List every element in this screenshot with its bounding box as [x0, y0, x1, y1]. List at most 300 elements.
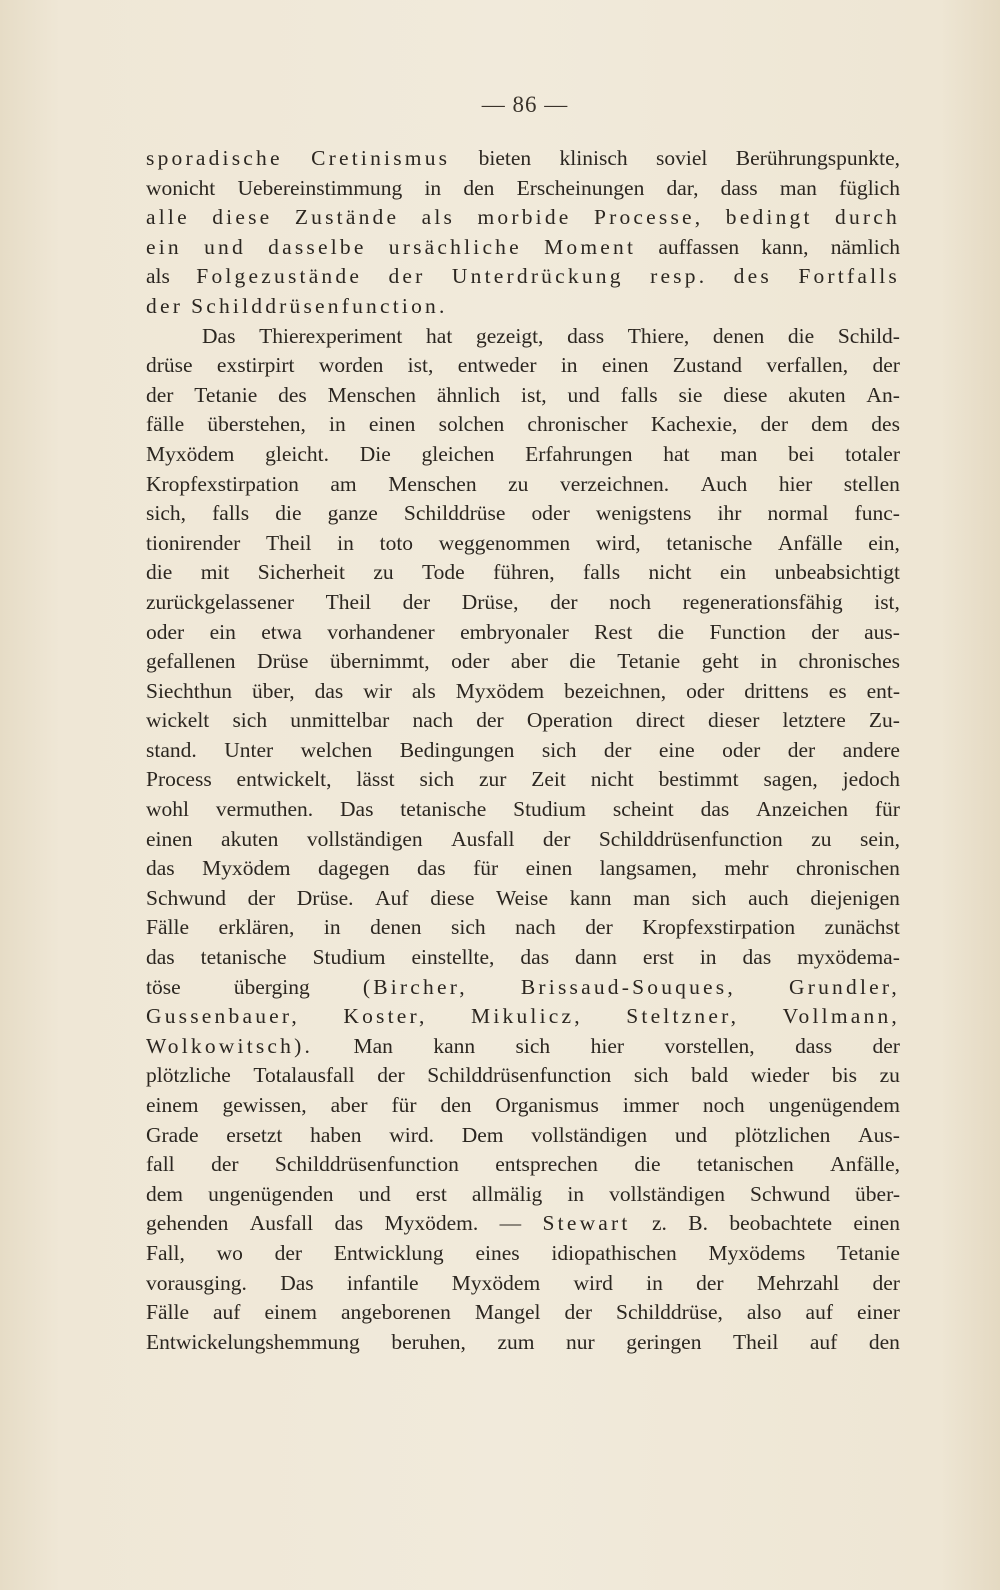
word: Theil [732, 1329, 779, 1354]
text-line [146, 322, 900, 352]
emphasized-word: alle [146, 205, 190, 230]
word: das [520, 945, 550, 970]
word: Unter [224, 737, 274, 762]
emphasized-word: Grundler, [789, 974, 900, 999]
word: dar, [666, 175, 699, 200]
word: füglich [839, 175, 900, 200]
word: ent- [866, 678, 900, 703]
text-line [146, 795, 900, 825]
word: Schwund [749, 1181, 831, 1206]
word: einen [601, 353, 649, 378]
word: bei [788, 441, 815, 466]
word: B. [688, 1211, 708, 1236]
text-line [146, 144, 900, 174]
word: vorstellen, [664, 1033, 755, 1058]
word: sie [678, 382, 703, 407]
word: Schilddrüsenfunction [598, 826, 783, 851]
word: sich [633, 1063, 669, 1088]
word: welchen [300, 737, 373, 762]
word: also [746, 1300, 782, 1325]
text-line [146, 499, 900, 529]
word: denen [370, 915, 422, 940]
emphasized-word: bedingt [725, 205, 813, 230]
word: ersetzt [226, 1122, 283, 1147]
word: über, [251, 678, 295, 703]
word: oder [146, 619, 185, 644]
emphasized-word: Schilddrüsenfunction. [191, 293, 448, 318]
word: wohl [146, 797, 189, 822]
word: auch [748, 885, 789, 910]
word: ganze [327, 501, 378, 526]
word: geht [701, 649, 739, 674]
word: Myxödem. [384, 1211, 479, 1236]
word: der [377, 1063, 405, 1088]
word: Anfälle, [830, 1152, 900, 1177]
word: toto [379, 530, 414, 555]
emphasized-word: Cretinismus [311, 146, 451, 170]
word: vollständigen [609, 1181, 725, 1206]
word: die [275, 501, 302, 526]
word: einen [525, 856, 573, 881]
word: drittens [744, 678, 809, 703]
text-line [146, 440, 900, 470]
word: idiopathischen [551, 1240, 677, 1265]
word: entwickelt, [236, 767, 332, 792]
word: klinisch [559, 146, 628, 170]
word: dass [567, 323, 605, 348]
word: zu [879, 1063, 900, 1088]
word: regenerationsfähig [682, 589, 843, 614]
word: entweder [457, 353, 537, 378]
word: entsprechen [495, 1152, 598, 1177]
word: direct [635, 708, 685, 733]
text-line [146, 973, 900, 1003]
word: haben [310, 1122, 362, 1147]
word: Fall, [146, 1240, 185, 1265]
word: stellen [843, 471, 900, 496]
word: gehenden [146, 1211, 229, 1236]
text-line [146, 1328, 900, 1358]
word: infantile [346, 1270, 419, 1295]
word: das [146, 945, 175, 970]
word: die [634, 1152, 661, 1177]
word: der [274, 1240, 303, 1265]
word: dem [811, 412, 849, 437]
word: tetanische [200, 945, 287, 970]
word: diejenigen [810, 885, 900, 910]
word: hat [663, 441, 690, 466]
word: func- [854, 501, 900, 526]
word: Tode [422, 560, 465, 585]
word: weggenommen [438, 530, 571, 555]
word: normal [767, 501, 829, 526]
word: die [146, 560, 173, 585]
word: auf [805, 1300, 833, 1325]
word: der [585, 915, 613, 940]
word: in [424, 175, 442, 200]
word: Fälle [146, 1300, 189, 1325]
word: in [567, 1181, 585, 1206]
emphasized-word: morbide [477, 205, 572, 230]
word: wo [216, 1240, 243, 1265]
word: unbeabsichtigt [774, 560, 900, 585]
word: nicht [590, 767, 634, 792]
word: einen [146, 826, 193, 851]
word: einem [146, 1093, 199, 1117]
word: Kachexie, [650, 412, 738, 437]
emphasized-word: resp. [650, 264, 708, 289]
word: Anfälle [778, 530, 843, 555]
word: fälle [146, 412, 185, 437]
word: das [314, 678, 344, 703]
word: — [499, 1211, 522, 1236]
word: sagen, [763, 767, 818, 792]
word: das [742, 945, 772, 970]
word: bezeichnen, [564, 678, 667, 703]
word: drüse [146, 353, 193, 378]
word: scheint [612, 797, 674, 822]
word: Grade [146, 1122, 199, 1147]
word: jedoch [842, 767, 900, 792]
word: überging [233, 974, 310, 999]
word: Myxödem [455, 678, 545, 703]
word: Ausfall [451, 826, 515, 851]
word: dann [575, 945, 617, 970]
word: am [330, 471, 357, 496]
word: An- [866, 382, 900, 407]
emphasized-word: der [146, 293, 184, 318]
word: Das [202, 323, 236, 348]
word: aber [330, 1093, 368, 1117]
word: gewissen, [222, 1093, 307, 1117]
word: der [247, 885, 276, 910]
emphasized-word: dasselbe [268, 234, 367, 259]
word: der [564, 1300, 592, 1325]
word: dem [146, 1181, 184, 1206]
word: Tetanie [837, 1240, 900, 1265]
emphasized-word: Zustände [294, 205, 400, 230]
word: hier [778, 471, 813, 496]
text-line [146, 174, 900, 204]
word: der [787, 737, 816, 762]
emphasized-word: Wolkowitsch). [146, 1033, 314, 1058]
word: chronischen [796, 856, 900, 881]
word: Menschen [327, 382, 416, 407]
word: der [550, 589, 578, 614]
word: Schilddrüsenfunction [427, 1063, 612, 1088]
word: die [787, 323, 815, 348]
text-line [146, 1121, 900, 1151]
word: aus- [864, 619, 900, 644]
word: den [440, 1093, 472, 1117]
word: gleicht. [265, 441, 330, 466]
word: kann [433, 1033, 476, 1058]
word: Menschen [388, 471, 477, 496]
word: oder [531, 501, 570, 526]
word: zu [811, 826, 832, 851]
word: das [417, 856, 446, 881]
emphasized-word: Mikulicz, [471, 1004, 583, 1029]
word: für [473, 856, 499, 881]
word: dass [720, 175, 758, 200]
word: sich [691, 885, 727, 910]
word: diese [723, 382, 768, 407]
word: man [633, 885, 671, 910]
word: oder [686, 678, 725, 703]
word: solchen [438, 412, 505, 437]
word: einem [264, 1300, 317, 1325]
word: nur [566, 1329, 595, 1354]
word: in [323, 915, 341, 940]
word: sich [451, 915, 486, 940]
word: auffassen [658, 234, 740, 259]
word: als [411, 678, 436, 703]
word: ist, [874, 589, 900, 614]
word: Auf [375, 885, 409, 910]
word: Die [359, 441, 391, 466]
text-line [146, 884, 900, 914]
word: in [699, 945, 717, 970]
text-line [146, 1239, 900, 1269]
word: ihr [717, 501, 742, 526]
text-line [146, 203, 900, 233]
text-line [146, 647, 900, 677]
text-line [146, 1061, 900, 1091]
word: wonicht [146, 175, 216, 200]
word: erklären, [218, 915, 295, 940]
emphasized-word: ursächliche [388, 234, 522, 259]
text-line [146, 470, 900, 500]
word: zu [373, 560, 394, 585]
word: mit [200, 560, 230, 585]
word: mehr [724, 856, 769, 881]
word: Drüse. [296, 885, 354, 910]
word: lässt [356, 767, 395, 792]
word: zunächst [824, 915, 900, 940]
word: allmälig [471, 1181, 543, 1206]
word: Rest [594, 619, 633, 644]
word: gezeigt, [475, 323, 544, 348]
word: denen [712, 323, 765, 348]
word: Myxödem [451, 1270, 541, 1295]
word: Anzeichen [756, 797, 849, 822]
word: Fälle [146, 915, 189, 940]
text-line [146, 233, 900, 263]
text-line [146, 381, 900, 411]
emphasized-word: Brissaud-Souques, [520, 974, 736, 999]
word: Thiere, [627, 323, 690, 348]
word: das [334, 1211, 364, 1236]
emphasized-word: Processe, [593, 205, 704, 230]
word: sich, [146, 501, 187, 526]
word: noch [702, 1093, 745, 1117]
emphasized-word: Unterdrückung [451, 264, 624, 289]
word: Bedingungen [399, 737, 515, 762]
word: wenigstens [595, 501, 692, 526]
text-line [146, 1209, 900, 1239]
word: Tetanie [617, 649, 681, 674]
word: nach [412, 708, 454, 733]
word: für [391, 1093, 417, 1117]
text-line [146, 351, 900, 381]
text-line [146, 1091, 900, 1121]
word: unmittelbar [290, 708, 390, 733]
word: in [560, 353, 578, 378]
word: für [874, 797, 900, 822]
word: immer [622, 1093, 679, 1117]
word: sich [541, 737, 577, 762]
word: eines [475, 1240, 520, 1265]
word: bis [831, 1063, 857, 1088]
word: ein [209, 619, 236, 644]
word: der [476, 708, 504, 733]
word: verzeichnen. [559, 471, 670, 496]
word: etwa [261, 619, 302, 644]
word: des [278, 382, 307, 407]
word: das [700, 797, 730, 822]
word: beobachtete [729, 1211, 833, 1236]
page-number: — 86 — [481, 92, 569, 117]
word: ist, [520, 382, 547, 407]
word: zu [508, 471, 529, 496]
word: Berührungspunkte, [735, 146, 900, 170]
emphasized-word: als [421, 205, 456, 230]
word: wird, [595, 530, 641, 555]
word: Thierexperiment [259, 323, 403, 348]
emphasized-word: Steltzner, [626, 1004, 740, 1029]
word: als [146, 264, 170, 289]
emphasized-word: Vollmann, [782, 1004, 900, 1029]
text-line [146, 913, 900, 943]
word: vollständigen [306, 826, 423, 851]
text-line [146, 618, 900, 648]
word: in [646, 1270, 663, 1295]
word: dagegen [317, 856, 390, 881]
word: einen [368, 412, 416, 437]
word: Kropfexstirpation [642, 915, 796, 940]
word: akuten [788, 382, 846, 407]
word: Theil [325, 589, 372, 614]
word: der [872, 353, 900, 378]
word: der [811, 619, 839, 644]
word: wird [573, 1270, 613, 1295]
word: wieder [750, 1063, 810, 1088]
word: und [358, 1181, 391, 1206]
word: ist, [407, 353, 434, 378]
word: Schilddrüsenfunction [274, 1152, 459, 1177]
word: ein [719, 560, 747, 585]
text-line [146, 1032, 900, 1062]
word: man [779, 175, 817, 200]
emphasized-word: diese [212, 205, 273, 230]
word: Aus- [858, 1122, 900, 1147]
word: nach [515, 915, 556, 940]
text-line [146, 529, 900, 559]
word: plötzlichen [734, 1122, 831, 1147]
word: Uebereinstimmung [237, 175, 403, 200]
text-line [146, 1150, 900, 1180]
word: der [402, 589, 431, 614]
text-line [146, 1002, 900, 1032]
word: Zustand [672, 353, 743, 378]
word: Operation [526, 708, 613, 733]
word: zurückgelassener [146, 589, 295, 614]
word: Tetanie [194, 382, 258, 407]
word: totaler [845, 441, 900, 466]
word: überstehen, [207, 412, 306, 437]
word: es [828, 678, 847, 703]
word: auf [809, 1329, 838, 1354]
word: einen [853, 1211, 900, 1236]
emphasized-word: und [204, 234, 246, 259]
emphasized-word: des [733, 264, 772, 289]
word: sein, [859, 826, 900, 851]
word: akuten [221, 826, 279, 851]
word: chronischer [527, 412, 628, 437]
word: hat [426, 323, 453, 348]
word: Entwickelungshemmung [146, 1329, 360, 1354]
word: der [211, 1152, 239, 1177]
text-line [146, 558, 900, 588]
text-line [146, 410, 900, 440]
word: tetanische [400, 797, 487, 822]
word: tionirender [146, 530, 241, 555]
word: vollständigen [531, 1122, 648, 1147]
word: Erfahrungen [525, 441, 633, 466]
word: dass [795, 1033, 833, 1058]
text-line [146, 706, 900, 736]
word: Zu- [868, 708, 900, 733]
word: Function [709, 619, 786, 644]
emphasized-word: Koster, [343, 1004, 428, 1029]
word: auf [213, 1300, 241, 1325]
word: die [569, 649, 596, 674]
word: Das [340, 797, 374, 822]
word: führen, [493, 560, 555, 585]
word: Ausfall [249, 1211, 314, 1236]
word: sich [419, 767, 455, 792]
word: wickelt [146, 708, 210, 733]
word: ungenügenden [208, 1181, 334, 1206]
word: Drüse [257, 649, 309, 674]
word: Mehrzahl [756, 1270, 840, 1295]
word: einstellte, [411, 945, 495, 970]
word: beruhen, [391, 1329, 466, 1354]
word: der [760, 412, 788, 437]
word: Man [353, 1033, 393, 1058]
word: exstirpirt [216, 353, 295, 378]
word: bald [691, 1063, 729, 1088]
word: ähnlich [436, 382, 501, 407]
word: der [603, 737, 632, 762]
word: stand. [146, 737, 197, 762]
text-line [146, 292, 900, 322]
word: über- [855, 1181, 900, 1206]
word: Process [146, 767, 212, 792]
word: geringen [626, 1329, 702, 1354]
emphasized-word: der [388, 264, 426, 289]
word: Myxödem [146, 441, 235, 466]
word: Das [280, 1270, 314, 1295]
word: falls [583, 560, 621, 585]
word: oder [451, 649, 490, 674]
word: der [872, 1270, 900, 1295]
word: des [871, 412, 900, 437]
emphasized-word: ein [146, 234, 182, 259]
text-line [146, 1298, 900, 1328]
word: bieten [478, 146, 532, 170]
word: Siechthun [146, 678, 232, 703]
